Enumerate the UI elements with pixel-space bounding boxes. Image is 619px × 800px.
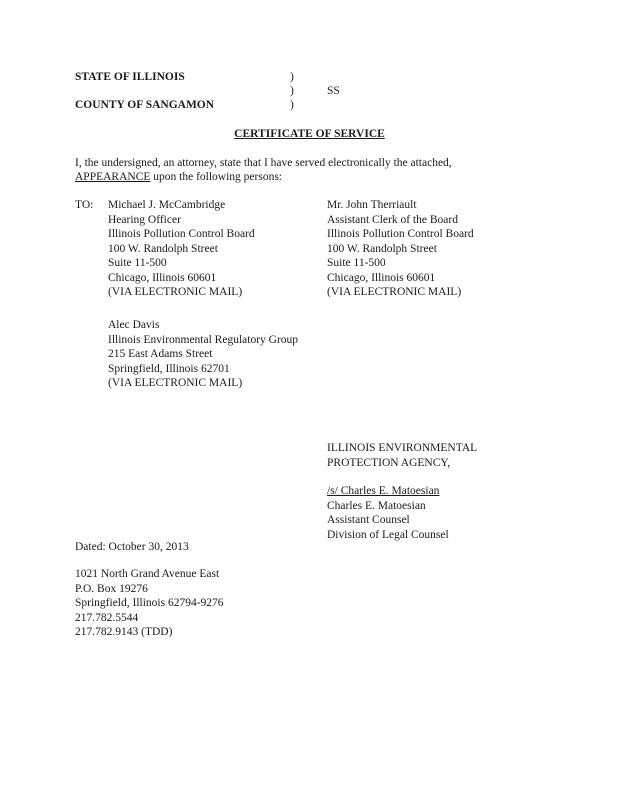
recipient-line: Illinois Pollution Control Board <box>108 228 255 240</box>
document-title: CERTIFICATE OF SERVICE <box>234 128 385 140</box>
signer-name: Charles E. Matoesian <box>327 499 426 512</box>
recipient-line: Assistant Clerk of the Board <box>327 213 458 226</box>
recipient-line: 100 W. Randolph Street <box>327 242 437 255</box>
caption-paren-3: ) <box>290 99 294 111</box>
agency-line: ILLINOIS ENVIRONMENTAL <box>327 442 478 454</box>
recipient-line: 100 W. Randolph Street <box>108 242 218 255</box>
recipient-block <box>108 198 255 300</box>
caption-ss: SS <box>327 85 340 97</box>
caption-paren-1: ) <box>290 71 294 83</box>
signer-division: Division of Legal Counsel <box>327 528 449 541</box>
recipient-line: (VIA ELECTRONIC MAIL) <box>108 377 243 389</box>
recipient-line: Illinois Environmental Regulatory Group <box>108 333 299 346</box>
dated-line: Dated: October 30, 2013 <box>75 541 189 553</box>
document-name: APPEARANCE <box>75 171 151 183</box>
caption-state: STATE OF ILLINOIS <box>75 71 185 83</box>
address-block <box>75 567 224 640</box>
recipient-line: Alec Davis <box>108 319 160 331</box>
recipient-line: Illinois Pollution Control Board <box>327 228 474 240</box>
recipient-line: Springfield, Illinois 62701 <box>108 362 230 375</box>
signer-title: Assistant Counsel <box>327 514 410 526</box>
recipient-line: 215 East Adams Street <box>108 348 213 360</box>
caption-paren-2: ) <box>290 85 294 97</box>
recipient-block <box>108 318 298 391</box>
recipient-line: Suite 11-500 <box>327 257 386 269</box>
address-line: 217.782.5544 <box>75 611 139 624</box>
agency-name <box>327 441 477 470</box>
recipient-line: Hearing Officer <box>108 213 181 226</box>
intro-line-1: I, the undersigned, an attorney, state that I have served electronically the attached, <box>75 157 452 169</box>
electronic-signature: /s/ Charles E. Matoesian <box>327 485 440 497</box>
to-label: TO: <box>75 199 94 211</box>
address-line: 217.782.9143 (TDD) <box>75 626 173 638</box>
recipient-line: Chicago, Illinois 60601 <box>327 271 436 284</box>
address-line: P.O. Box 19276 <box>75 582 148 595</box>
caption-county: COUNTY OF SANGAMON <box>75 99 215 111</box>
recipient-block <box>327 198 474 300</box>
signature-block <box>327 484 449 542</box>
address-line: Springfield, Illinois 62794-9276 <box>75 597 224 609</box>
agency-line: PROTECTION AGENCY, <box>327 456 451 469</box>
intro-line-2-rest: upon the following persons: <box>150 171 283 183</box>
recipient-line: Suite 11-500 <box>108 257 167 269</box>
recipient-line: Mr. John Therriault <box>327 199 417 211</box>
intro-line-2 <box>75 170 282 185</box>
address-line: 1021 North Grand Avenue East <box>75 568 220 580</box>
recipient-line: Chicago, Illinois 60601 <box>108 271 217 284</box>
recipient-line: (VIA ELECTRONIC MAIL) <box>327 286 462 298</box>
recipient-line: (VIA ELECTRONIC MAIL) <box>108 286 243 298</box>
recipient-line: Michael J. McCambridge <box>108 199 226 211</box>
